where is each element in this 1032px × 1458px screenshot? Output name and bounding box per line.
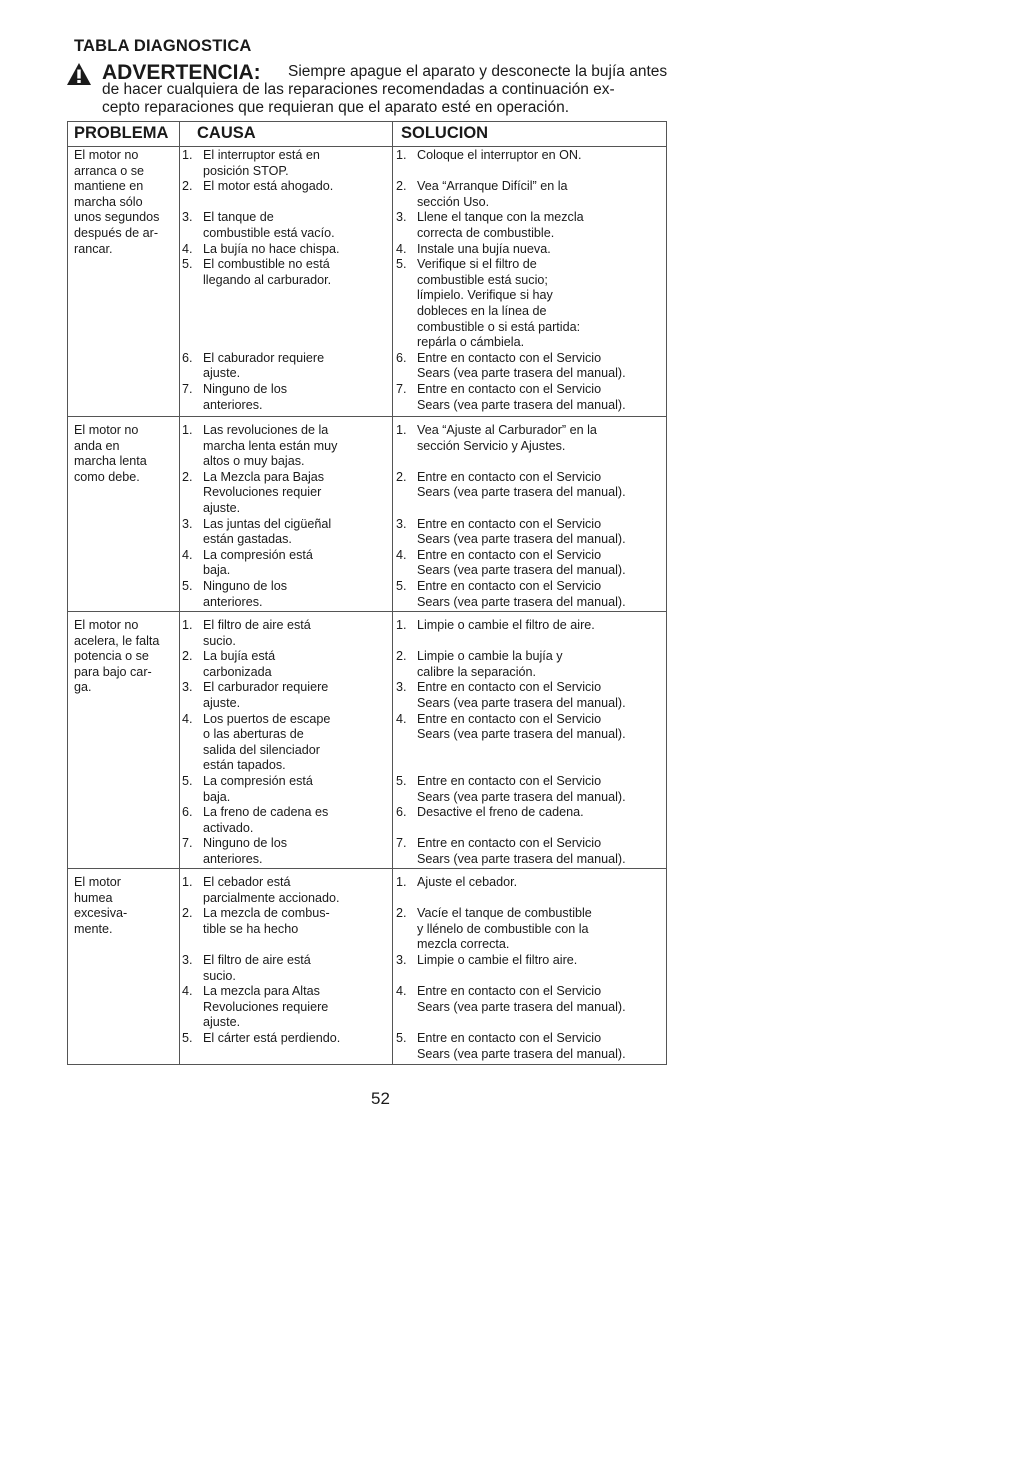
solution-number: 5. bbox=[396, 1031, 407, 1045]
solution-number: 3. bbox=[396, 210, 407, 225]
cause-text-line: La mezcla de combus- bbox=[203, 906, 330, 921]
problem-text-line: después de ar- bbox=[74, 226, 159, 240]
cause-text-line: El tanque de bbox=[203, 210, 274, 225]
problem-text-line: El motor no bbox=[74, 148, 139, 162]
solution-text-line: Sears (vea parte trasera del manual). bbox=[417, 696, 626, 710]
cause-text-line: El cebador está bbox=[203, 875, 291, 889]
solution-text-line: Vacíe el tanque de combustible bbox=[417, 906, 592, 921]
cause-text-line: altos o muy bajas. bbox=[203, 454, 305, 469]
cause-number: 3. bbox=[182, 953, 193, 967]
cause-text-line: El cárter está perdiendo. bbox=[203, 1031, 341, 1045]
problem-text-line: mente. bbox=[74, 921, 113, 936]
cause-text-line: Revoluciones requiere bbox=[203, 999, 329, 1014]
solution-text-line: Limpie o cambie el filtro de aire. bbox=[417, 618, 595, 632]
solution-number: 1. bbox=[396, 423, 407, 437]
cause-number: 4. bbox=[182, 547, 193, 562]
warning-text-line: de hacer cualquiera de las reparaciones recomendadas a continuación ex- bbox=[102, 81, 615, 98]
solution-number: 2. bbox=[396, 179, 407, 194]
solution-text-line: Limpie o cambie la bujía y bbox=[417, 649, 563, 664]
solution-text-line: combustible o si está partida: bbox=[417, 319, 581, 334]
solution-text-line: Sears (vea parte trasera del manual). bbox=[417, 1046, 626, 1061]
problem-text-line: ga. bbox=[74, 680, 92, 695]
solution-text-line: Sears (vea parte trasera del manual). bbox=[417, 594, 626, 609]
warning-text-line: cepto reparaciones que requieran que el aparato esté en operación. bbox=[102, 99, 570, 116]
problem-text-line: marcha lenta bbox=[74, 454, 147, 469]
cause-number: 2. bbox=[182, 906, 193, 921]
page-title: TABLA DIAGNOSTICA bbox=[74, 37, 252, 55]
warning-triangle-icon bbox=[66, 62, 92, 86]
row-divider bbox=[68, 416, 666, 417]
cause-number: 5. bbox=[182, 257, 193, 272]
cause-text-line: ajuste. bbox=[203, 366, 241, 381]
cause-text-line: Las revoluciones de la bbox=[203, 423, 329, 437]
header-solution: SOLUCION bbox=[401, 124, 489, 142]
solution-text-line: Sears (vea parte trasera del manual). bbox=[417, 789, 626, 804]
solution-number: 1. bbox=[396, 618, 407, 632]
solution-text-line: Entre en contacto con el Servicio bbox=[417, 579, 602, 593]
solution-text-line: Limpie o cambie el filtro aire. bbox=[417, 953, 578, 967]
cause-number: 6. bbox=[182, 350, 193, 365]
solution-number: 5. bbox=[396, 774, 407, 788]
row-divider bbox=[68, 611, 666, 612]
diagnostic-table bbox=[67, 121, 667, 1065]
cause-text-line: o las aberturas de bbox=[203, 727, 304, 742]
solution-text-line: combustible está sucio; bbox=[417, 272, 548, 287]
cause-text-line: ajuste. bbox=[203, 1015, 241, 1030]
solution-text-line: Entre en contacto con el Servicio bbox=[417, 516, 602, 531]
cause-text-line: posición STOP. bbox=[203, 163, 289, 178]
solution-number: 4. bbox=[396, 984, 407, 999]
solution-text-line: Sears (vea parte trasera del manual). bbox=[417, 532, 626, 547]
solution-number: 5. bbox=[396, 579, 407, 593]
cause-text-line: La freno de cadena es bbox=[203, 805, 329, 820]
warning-text-line: Siempre apague el aparato y desconecte la bujía antes bbox=[288, 63, 668, 80]
solution-text-line: Entre en contacto con el Servicio bbox=[417, 774, 602, 788]
problem-text-line: excesiva- bbox=[74, 906, 128, 921]
page-number: 52 bbox=[371, 1089, 390, 1108]
solution-number: 3. bbox=[396, 680, 407, 695]
cause-number: 1. bbox=[182, 423, 193, 437]
problem-text-line: El motor no bbox=[74, 618, 139, 632]
cause-text-line: El filtro de aire está bbox=[203, 618, 311, 632]
cause-text-line: baja. bbox=[203, 789, 231, 804]
row-divider bbox=[68, 868, 666, 869]
solution-text-line: Desactive el freno de cadena. bbox=[417, 805, 584, 820]
solution-text-line: mezcla correcta. bbox=[417, 937, 510, 952]
problem-text-line: potencia o se bbox=[74, 649, 149, 664]
cause-text-line: El caburador requiere bbox=[203, 350, 325, 365]
solution-text-line: Entre en contacto con el Servicio bbox=[417, 711, 602, 726]
cause-number: 2. bbox=[182, 469, 193, 484]
cause-text-line: carbonizada bbox=[203, 664, 272, 679]
cause-text-line: El motor está ahogado. bbox=[203, 179, 334, 194]
cause-number: 5. bbox=[182, 1031, 193, 1045]
cause-text-line: La bujía está bbox=[203, 649, 276, 664]
cause-text-line: sucio. bbox=[203, 968, 236, 983]
problem-text-line: anda en bbox=[74, 438, 120, 453]
cause-text-line: marcha lenta están muy bbox=[203, 438, 338, 453]
cause-text-line: Ninguno de los bbox=[203, 836, 288, 851]
solution-text-line: Ajuste el cebador. bbox=[417, 875, 518, 889]
solution-text-line: Instale una bujía nueva. bbox=[417, 241, 551, 256]
problem-text-line: rancar. bbox=[74, 241, 113, 256]
cause-number: 5. bbox=[182, 579, 193, 593]
cause-text-line: La bujía no hace chispa. bbox=[203, 241, 340, 256]
warning-heading: ADVERTENCIA: bbox=[102, 61, 261, 84]
solution-number: 1. bbox=[396, 148, 407, 162]
problem-text-line: El motor bbox=[74, 875, 121, 889]
solution-text-line: Entre en contacto con el Servicio bbox=[417, 984, 602, 999]
cause-text-line: están gastadas. bbox=[203, 532, 292, 547]
solution-number: 6. bbox=[396, 805, 407, 820]
cause-text-line: están tapados. bbox=[203, 758, 286, 773]
solution-text-line: Sears (vea parte trasera del manual). bbox=[417, 563, 626, 578]
cause-number: 3. bbox=[182, 680, 193, 695]
solution-text-line: Verifique si el filtro de bbox=[417, 257, 537, 272]
column-divider bbox=[392, 122, 393, 1064]
solution-number: 3. bbox=[396, 516, 407, 531]
solution-number: 2. bbox=[396, 469, 407, 484]
column-divider bbox=[179, 122, 180, 1064]
cause-number: 5. bbox=[182, 774, 193, 788]
cause-text-line: La compresión está bbox=[203, 774, 313, 788]
solution-text-line: dobleces en la línea de bbox=[417, 304, 547, 318]
cause-text-line: Revoluciones requier bbox=[203, 485, 322, 500]
cause-text-line: combustible está vacío. bbox=[203, 226, 335, 240]
cause-text-line: baja. bbox=[203, 563, 231, 578]
cause-number: 4. bbox=[182, 241, 193, 256]
solution-number: 6. bbox=[396, 350, 407, 365]
cause-text-line: La mezcla para Altas bbox=[203, 984, 320, 999]
solution-number: 1. bbox=[396, 875, 407, 889]
solution-number: 7. bbox=[396, 382, 407, 396]
solution-number: 4. bbox=[396, 547, 407, 562]
cause-text-line: Los puertos de escape bbox=[203, 711, 331, 726]
cause-number: 4. bbox=[182, 984, 193, 999]
solution-text-line: Sears (vea parte trasera del manual). bbox=[417, 852, 626, 866]
solution-number: 7. bbox=[396, 836, 407, 851]
problem-text-line: para bajo car- bbox=[74, 664, 152, 679]
cause-number: 7. bbox=[182, 382, 193, 396]
cause-number: 1. bbox=[182, 875, 193, 889]
solution-text-line: sección Uso. bbox=[417, 194, 490, 209]
cause-number: 6. bbox=[182, 805, 193, 820]
cause-text-line: activado. bbox=[203, 820, 254, 835]
cause-text-line: ajuste. bbox=[203, 501, 241, 515]
cause-text-line: Las juntas del cigüeñal bbox=[203, 516, 332, 531]
cause-text-line: Ninguno de los bbox=[203, 382, 288, 396]
problem-text-line: marcha sólo bbox=[74, 194, 143, 209]
solution-text-line: Entre en contacto con el Servicio bbox=[417, 382, 602, 396]
cause-number: 3. bbox=[182, 210, 193, 225]
cause-text-line: parcialmente accionado. bbox=[203, 890, 340, 905]
cause-text-line: tible se ha hecho bbox=[203, 921, 299, 936]
header-cause: CAUSA bbox=[197, 124, 256, 142]
solution-number: 5. bbox=[396, 257, 407, 272]
solution-text-line: Entre en contacto con el Servicio bbox=[417, 547, 602, 562]
problem-text-line: arranca o se bbox=[74, 163, 145, 178]
cause-text-line: El interruptor está en bbox=[203, 148, 320, 162]
cause-number: 1. bbox=[182, 148, 193, 162]
solution-text-line: Entre en contacto con el Servicio bbox=[417, 1031, 602, 1045]
solution-number: 3. bbox=[396, 953, 407, 967]
solution-text-line: Entre en contacto con el Servicio bbox=[417, 469, 602, 484]
solution-text-line: y llénelo de combustible con la bbox=[417, 921, 589, 936]
problem-text-line: El motor no bbox=[74, 423, 139, 437]
cause-text-line: Ninguno de los bbox=[203, 579, 288, 593]
cause-number: 7. bbox=[182, 836, 193, 851]
solution-text-line: sección Servicio y Ajustes. bbox=[417, 438, 566, 453]
cause-number: 2. bbox=[182, 179, 193, 194]
solution-text-line: Vea “Arranque Difícil” en la bbox=[417, 179, 568, 194]
solution-text-line: calibre la separación. bbox=[417, 664, 537, 679]
cause-text-line: La compresión está bbox=[203, 547, 313, 562]
solution-number: 2. bbox=[396, 906, 407, 921]
solution-text-line: Entre en contacto con el Servicio bbox=[417, 836, 602, 851]
solution-text-line: repárla o cámbiela. bbox=[417, 335, 525, 350]
solution-number: 2. bbox=[396, 649, 407, 664]
solution-text-line: Entre en contacto con el Servicio bbox=[417, 680, 602, 695]
solution-text-line: Vea “Ajuste al Carburador” en la bbox=[417, 423, 597, 437]
cause-text-line: sucio. bbox=[203, 633, 236, 648]
solution-text-line: límpielo. Verifique si hay bbox=[417, 288, 553, 303]
cause-text-line: salida del silenciador bbox=[203, 742, 320, 757]
solution-text-line: Sears (vea parte trasera del manual). bbox=[417, 485, 626, 500]
solution-text-line: Sears (vea parte trasera del manual). bbox=[417, 366, 626, 381]
cause-number: 3. bbox=[182, 516, 193, 531]
solution-text-line: Entre en contacto con el Servicio bbox=[417, 350, 602, 365]
solution-text-line: Llene el tanque con la mezcla bbox=[417, 210, 584, 225]
cause-text-line: El carburador requiere bbox=[203, 680, 329, 695]
cause-text-line: El combustible no está bbox=[203, 257, 330, 272]
solution-text-line: Sears (vea parte trasera del manual). bbox=[417, 727, 626, 742]
cause-text-line: anteriores. bbox=[203, 397, 263, 412]
cause-text-line: anteriores. bbox=[203, 594, 263, 609]
solution-text-line: Sears (vea parte trasera del manual). bbox=[417, 397, 626, 412]
cause-text-line: La Mezcla para Bajas bbox=[203, 469, 325, 484]
cause-text-line: anteriores. bbox=[203, 852, 263, 866]
solution-number: 4. bbox=[396, 711, 407, 726]
cause-text-line: El filtro de aire está bbox=[203, 953, 311, 967]
problem-text-line: acelera, le falta bbox=[74, 633, 160, 648]
header-divider bbox=[68, 146, 666, 147]
problem-text-line: humea bbox=[74, 890, 113, 905]
solution-text-line: correcta de combustible. bbox=[417, 226, 555, 240]
header-problem: PROBLEMA bbox=[74, 124, 169, 142]
problem-text-line: como debe. bbox=[74, 469, 140, 484]
cause-text-line: ajuste. bbox=[203, 696, 241, 710]
problem-text-line: unos segundos bbox=[74, 210, 160, 225]
cause-number: 1. bbox=[182, 618, 193, 632]
cause-number: 2. bbox=[182, 649, 193, 664]
solution-text-line: Coloque el interruptor en ON. bbox=[417, 148, 582, 162]
solution-number: 4. bbox=[396, 241, 407, 256]
cause-number: 4. bbox=[182, 711, 193, 726]
solution-text-line: Sears (vea parte trasera del manual). bbox=[417, 999, 626, 1014]
cause-text-line: llegando al carburador. bbox=[203, 272, 332, 287]
problem-text-line: mantiene en bbox=[74, 179, 144, 194]
